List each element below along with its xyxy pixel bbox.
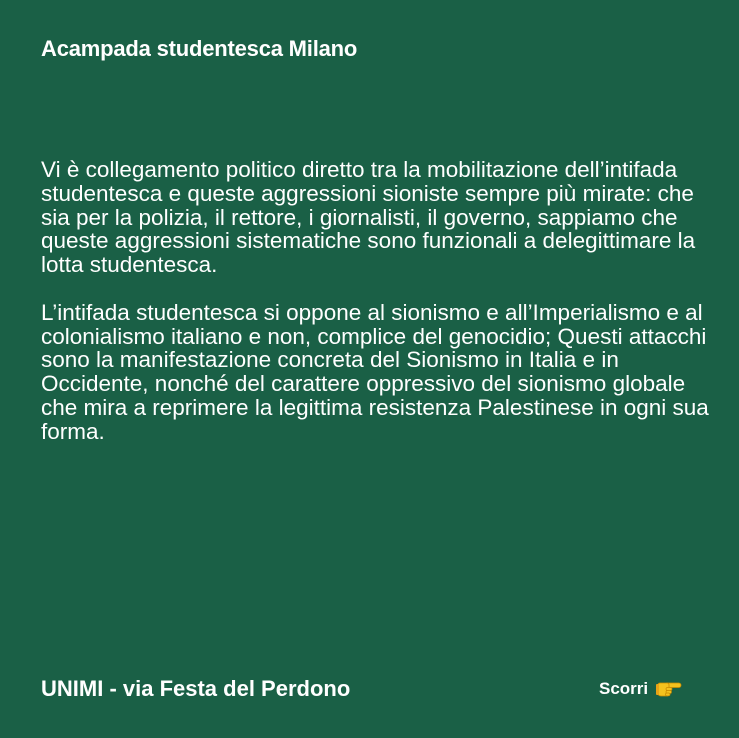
- location-label: UNIMI - via Festa del Perdono: [41, 676, 351, 701]
- page-title: Acampada studentesca Milano: [41, 36, 358, 61]
- scroll-hint[interactable]: [599, 679, 682, 699]
- paragraph-1: Vi è collegamento politico diretto tra la mobilitazione dell’intifada studentesca e queste aggressioni sioniste sempre più mirate: che sia per la polizia, il rettore, i giornalisti, il governo, sappiamo che queste aggressioni sistematiche sono funzionali a delegittimare la lotta studentesca.: [41, 157, 696, 278]
- post-body: [41, 158, 711, 444]
- paragraph-2: L’intifada studentesca si oppone al sionismo e all’Imperialismo e al colonialismo italiano e non, complice del genocidio; Questi attacchi sono la manifestazione concreta del Sionismo in Italia e in Occidente, nonché del carattere oppressivo del sionismo globale che mira a reprimere la legittima resistenza Palestinese in ogni sua forma.: [41, 299, 709, 444]
- pointing-right-hand-icon: [656, 679, 682, 697]
- scroll-label: Scorri: [599, 679, 649, 698]
